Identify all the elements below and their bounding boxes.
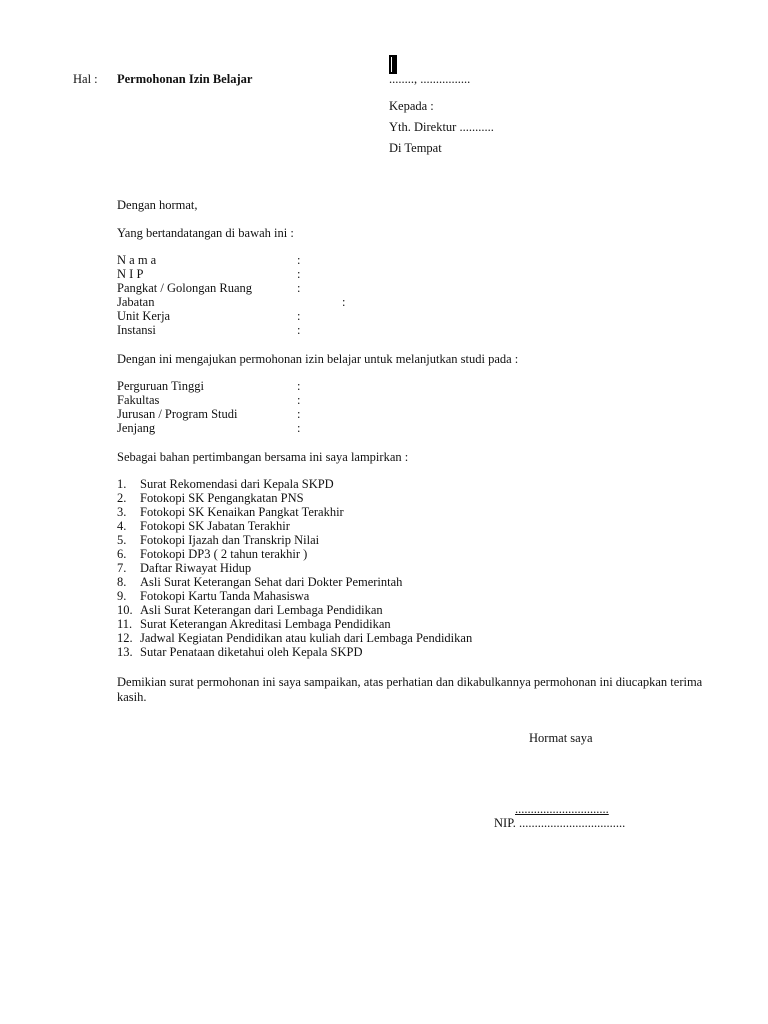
list-text: Fotokopi SK Kenaikan Pangkat Terakhir (140, 505, 344, 519)
field-row (117, 253, 301, 267)
list-text: Fotokopi SK Pengangkatan PNS (140, 491, 304, 505)
list-item (117, 589, 309, 603)
list-text: Fotokopi Ijazah dan Transkrip Nilai (140, 533, 320, 547)
list-text: Fotokopi DP3 ( 2 tahun terakhir ) (140, 547, 308, 561)
field-label: Pangkat / Golongan Ruang (117, 281, 253, 295)
field-colon: : (297, 407, 301, 421)
list-number: 3. (117, 505, 127, 519)
list-text: Surat Rekomendasi dari Kepala SKPD (140, 477, 334, 491)
recipient-label: Kepada : (389, 99, 434, 113)
field-label: N I P (117, 267, 144, 281)
signature-nip: NIP. .................................. (494, 816, 626, 830)
greeting: Dengan hormat, (117, 198, 198, 212)
regards-text: Hormat saya (529, 731, 593, 745)
field-row (117, 323, 301, 337)
list-number: 10. (117, 603, 133, 617)
list-text: Surat Keterangan Akreditasi Lembaga Pendidikan (140, 617, 391, 631)
list-text: Sutar Penataan diketahui oleh Kepala SKPD (140, 645, 363, 659)
field-colon: : (297, 309, 301, 323)
list-item (117, 505, 344, 519)
list-number: 11. (117, 617, 133, 631)
list-item (117, 477, 334, 491)
field-label: Jurusan / Program Studi (117, 407, 238, 421)
field-label: Unit Kerja (117, 309, 171, 323)
letter-subject: Permohonan Izin Belajar (117, 72, 253, 86)
list-item (117, 603, 383, 617)
field-row (117, 295, 346, 309)
request-text: Dengan ini mengajukan permohonan izin belajar untuk melanjutkan studi pada : (117, 352, 519, 366)
list-number: 13. (117, 645, 133, 659)
field-row (117, 421, 301, 435)
list-number: 6. (117, 547, 127, 561)
field-row (117, 393, 301, 407)
closing-paragraph: Demikian surat permohonan ini saya sampaikan, atas perhatian dan dikabulkannya permohonan ini diucapkan terima kasih. (117, 675, 703, 704)
list-item (117, 631, 472, 645)
field-label: Fakultas (117, 393, 160, 407)
field-colon: : (297, 323, 301, 337)
list-number: 2. (117, 491, 127, 505)
list-number: 1. (117, 477, 127, 491)
list-item (117, 617, 391, 631)
list-text: Jadwal Kegiatan Pendidikan atau kuliah dari Lembaga Pendidikan (140, 631, 473, 645)
field-row (117, 379, 301, 393)
field-label: Jabatan (117, 295, 155, 309)
list-item (117, 561, 251, 575)
list-number: 4. (117, 519, 127, 533)
list-item (117, 645, 363, 659)
field-colon: : (297, 281, 301, 295)
list-number: 8. (117, 575, 127, 589)
list-text: Asli Surat Keterangan dari Lembaga Pendidikan (140, 603, 383, 617)
list-text: Fotokopi Kartu Tanda Mahasiswa (140, 589, 310, 603)
list-text: Daftar Riwayat Hidup (140, 561, 252, 575)
field-label: N a m a (117, 253, 157, 267)
attachments-intro: Sebagai bahan pertimbangan bersama ini saya lampirkan : (117, 450, 409, 464)
list-item (117, 547, 307, 561)
field-label: Instansi (117, 323, 156, 337)
field-colon: : (297, 267, 301, 281)
field-colon: : (297, 421, 301, 435)
field-row (117, 281, 301, 295)
field-row (117, 407, 301, 421)
field-row (117, 309, 301, 323)
list-item (117, 533, 319, 547)
list-item (117, 519, 290, 533)
list-number: 7. (117, 561, 127, 575)
field-label: Jenjang (117, 421, 156, 435)
signature-name-line: .............................. (515, 802, 609, 816)
list-item (117, 575, 402, 589)
intro-text: Yang bertandatangan di bawah ini : (117, 226, 294, 240)
list-text: Asli Surat Keterangan Sehat dari Dokter Pemerintah (140, 575, 403, 589)
field-row (117, 267, 301, 281)
place-date: ........, ................ (389, 72, 471, 86)
field-colon: : (297, 379, 301, 393)
list-number: 5. (117, 533, 127, 547)
recipient-name: Yth. Direktur ........... (389, 120, 494, 134)
list-number: 9. (117, 589, 127, 603)
field-colon: : (342, 295, 346, 309)
list-number: 12. (117, 631, 133, 645)
field-label: Perguruan Tinggi (117, 379, 204, 393)
list-item (117, 491, 304, 505)
field-colon: : (297, 253, 301, 267)
hal-label: Hal : (73, 72, 98, 86)
list-text: Fotokopi SK Jabatan Terakhir (140, 519, 290, 533)
field-colon: : (297, 393, 301, 407)
recipient-place: Di Tempat (389, 141, 442, 155)
